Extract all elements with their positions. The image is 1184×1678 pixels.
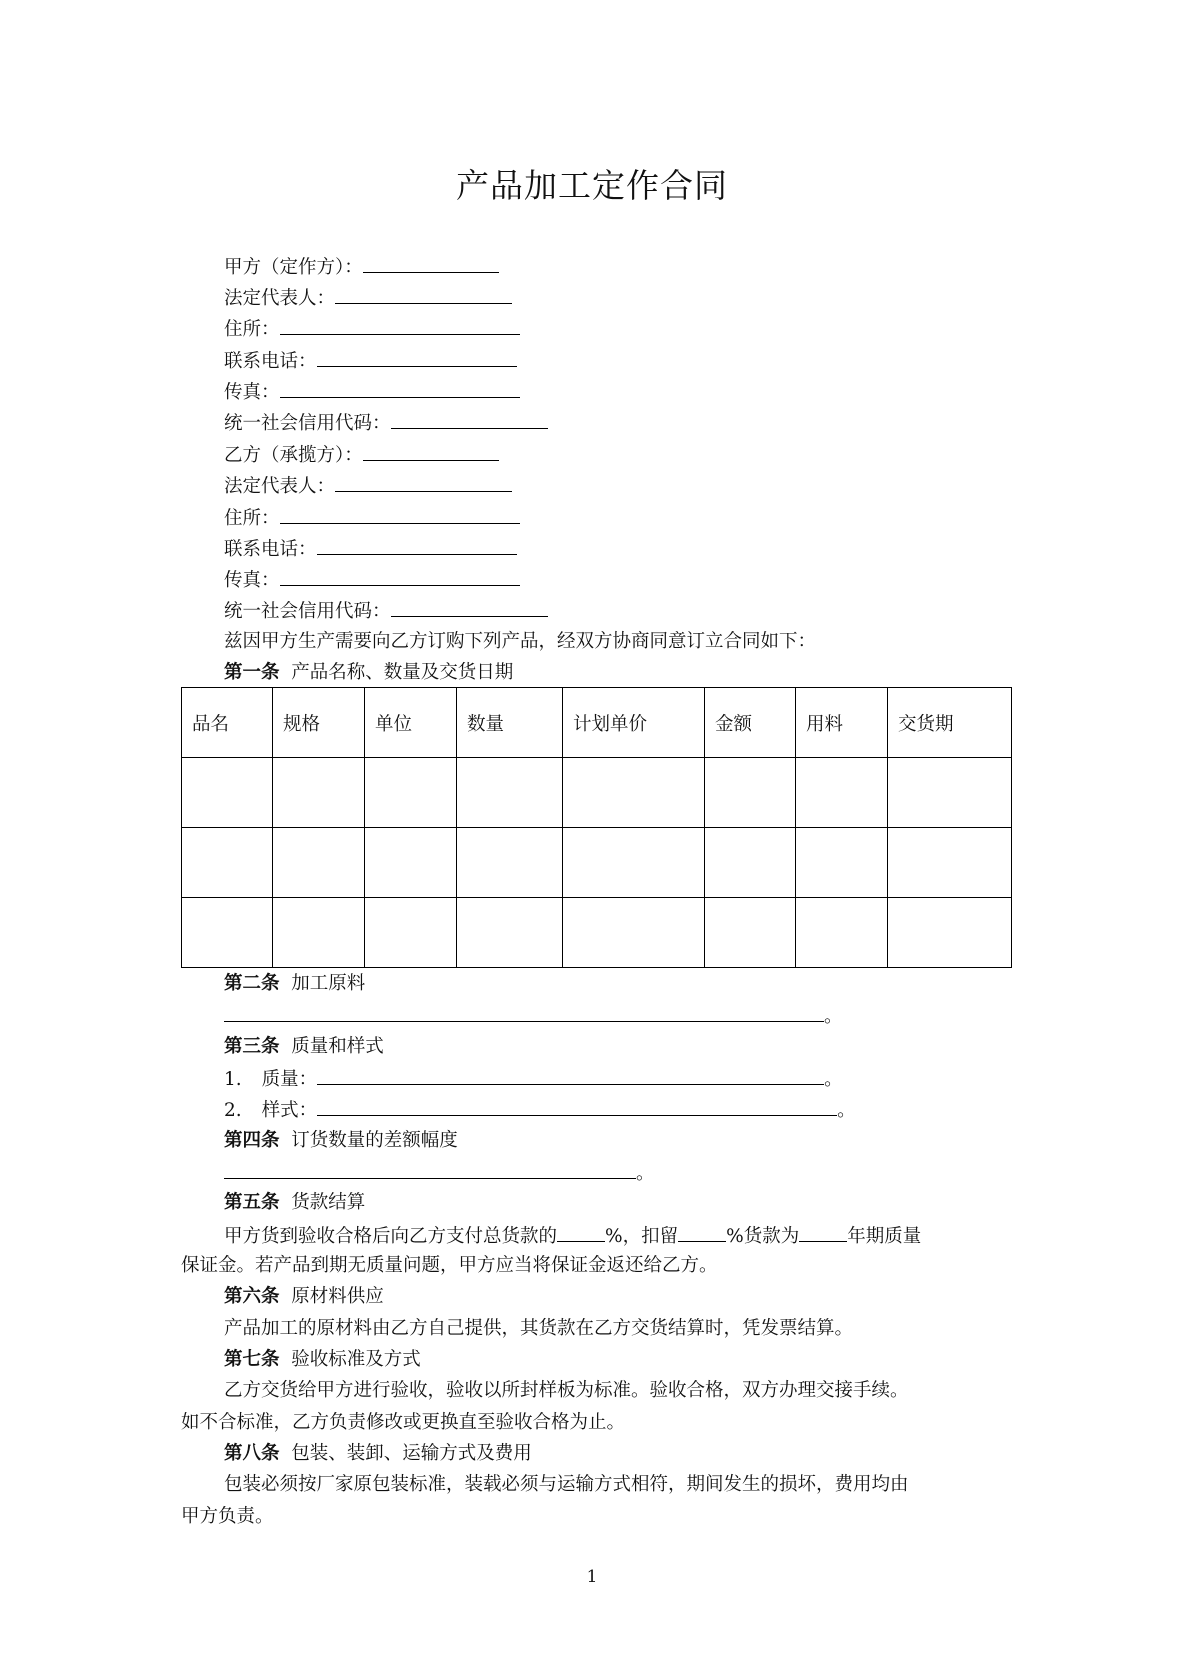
party-a-rep-field[interactable] — [335, 285, 512, 304]
table-cell[interactable] — [365, 828, 457, 898]
party-b-phone-row — [224, 536, 517, 562]
article-3-item-1 — [224, 1066, 843, 1092]
article-5-label: 第五条 — [224, 1192, 280, 1213]
party-b-rep-field[interactable] — [335, 473, 512, 492]
article-2-label: 第二条 — [224, 973, 280, 994]
party-b-name-label: 乙方（承揽方）： — [224, 445, 363, 466]
article-5-title: 货款结算 — [291, 1192, 366, 1213]
party-a-address-field[interactable] — [280, 316, 520, 335]
article-7-paragraph-line-1: 乙方交货给甲方进行验收，验收以所封样板为标准。验收合格，双方办理交接手续。 — [224, 1380, 909, 1401]
table-cell[interactable] — [182, 898, 273, 968]
table-cell[interactable] — [563, 758, 705, 828]
payment-text-b: %，扣留 — [605, 1226, 679, 1247]
table-cell[interactable] — [705, 828, 796, 898]
article-5-paragraph-line-1 — [224, 1223, 921, 1249]
article-8-heading — [224, 1442, 532, 1466]
party-a-address-label: 住所： — [224, 319, 280, 340]
party-b-address-field[interactable] — [280, 505, 520, 524]
party-b-phone-label: 联系电话： — [224, 539, 317, 560]
page-number: 1 — [586, 1567, 598, 1587]
table-cell[interactable] — [563, 898, 705, 968]
article-3-item-2 — [224, 1097, 856, 1123]
article-6-heading — [224, 1285, 384, 1309]
header-cell-unit-price: 计划单价 — [563, 688, 705, 758]
header-cell-material: 用料 — [796, 688, 888, 758]
party-a-name-label: 甲方（定作方）： — [224, 257, 363, 278]
article-7-label: 第七条 — [224, 1349, 280, 1370]
party-b-credit-row — [224, 598, 548, 624]
party-b-credit-field[interactable] — [391, 598, 548, 617]
party-a-name-field[interactable] — [363, 254, 499, 273]
table-cell[interactable] — [273, 898, 365, 968]
header-cell-quantity: 数量 — [457, 688, 563, 758]
item-1-end: 。 — [824, 1069, 843, 1090]
table-cell[interactable] — [796, 828, 888, 898]
party-b-fax-field[interactable] — [280, 567, 520, 586]
item-1-number: 1. — [224, 1069, 242, 1090]
party-a-fax-label: 传真： — [224, 382, 280, 403]
article-8-label: 第八条 — [224, 1443, 280, 1464]
style-field[interactable] — [317, 1097, 837, 1116]
article-5-heading — [224, 1191, 365, 1215]
article-4-end: 。 — [636, 1163, 655, 1184]
warranty-years-field[interactable] — [799, 1223, 847, 1242]
party-b-address-label: 住所： — [224, 508, 280, 529]
article-8-paragraph-line-1: 包装必须按厂家原包装标准，装载必须与运输方式相符，期间发生的损坏，费用均由 — [224, 1474, 909, 1495]
party-b-name-row — [224, 442, 499, 468]
table-cell[interactable] — [457, 828, 563, 898]
article-7-paragraph-line-2: 如不合标准，乙方负责修改或更换直至验收合格为止。 — [181, 1412, 626, 1433]
party-b-phone-field[interactable] — [317, 536, 517, 555]
article-4-label: 第四条 — [224, 1130, 280, 1151]
party-a-address-row — [224, 316, 520, 342]
party-a-phone-row — [224, 348, 517, 374]
intro-text: 兹因甲方生产需要向乙方订购下列产品，经双方协商同意订立合同如下： — [224, 631, 817, 652]
party-a-phone-field[interactable] — [317, 348, 517, 367]
article-4-field[interactable] — [224, 1160, 636, 1179]
party-a-rep-row — [224, 285, 512, 311]
style-label: 样式： — [261, 1100, 318, 1121]
party-b-fax-row — [224, 567, 520, 593]
article-1-label: 第一条 — [224, 662, 280, 683]
article-3-title: 质量和样式 — [291, 1036, 384, 1057]
article-7-title: 验收标准及方式 — [291, 1349, 421, 1370]
table-cell[interactable] — [796, 758, 888, 828]
quality-label: 质量： — [261, 1069, 318, 1090]
party-a-credit-label: 统一社会信用代码： — [224, 413, 391, 434]
article-8-paragraph-line-2: 甲方负责。 — [181, 1506, 274, 1527]
table-header-row — [182, 688, 1012, 758]
article-6-title: 原材料供应 — [291, 1286, 384, 1307]
article-3-label: 第三条 — [224, 1036, 280, 1057]
table-cell[interactable] — [273, 758, 365, 828]
party-a-fax-row — [224, 379, 520, 405]
table-row — [182, 828, 1012, 898]
table-cell[interactable] — [182, 758, 273, 828]
article-4-heading — [224, 1129, 458, 1153]
party-b-rep-row — [224, 473, 512, 499]
header-cell-amount: 金额 — [705, 688, 796, 758]
table-row — [182, 758, 1012, 828]
party-a-credit-field[interactable] — [391, 410, 548, 429]
quality-field[interactable] — [317, 1066, 824, 1085]
payment-percent-field[interactable] — [557, 1223, 605, 1242]
table-cell[interactable] — [273, 828, 365, 898]
party-b-credit-label: 统一社会信用代码： — [224, 601, 391, 622]
header-cell-spec: 规格 — [273, 688, 365, 758]
article-8-title: 包装、装卸、运输方式及费用 — [291, 1443, 532, 1464]
table-cell[interactable] — [365, 758, 457, 828]
table-cell[interactable] — [888, 758, 1012, 828]
party-b-fax-label: 传真： — [224, 570, 280, 591]
article-2-title: 加工原料 — [291, 973, 366, 994]
item-2-number: 2. — [224, 1100, 242, 1121]
party-a-phone-label: 联系电话： — [224, 351, 317, 372]
article-1-heading — [224, 661, 513, 685]
product-table — [181, 687, 1012, 968]
party-a-fax-field[interactable] — [280, 379, 520, 398]
article-5-paragraph-line-2: 保证金。若产品到期无质量问题，甲方应当将保证金返还给乙方。 — [181, 1255, 718, 1276]
party-b-address-row — [224, 505, 520, 531]
article-6-label: 第六条 — [224, 1286, 280, 1307]
header-cell-delivery: 交货期 — [888, 688, 1012, 758]
table-cell[interactable] — [705, 898, 796, 968]
table-cell[interactable] — [888, 898, 1012, 968]
table-row — [182, 898, 1012, 968]
article-7-heading — [224, 1348, 421, 1372]
payment-text-d: 年期质量 — [847, 1226, 922, 1247]
table-cell[interactable] — [796, 898, 888, 968]
table-cell[interactable] — [457, 758, 563, 828]
table-cell[interactable] — [365, 898, 457, 968]
article-4-fill-row — [224, 1160, 655, 1186]
table-cell[interactable] — [888, 828, 1012, 898]
table-cell[interactable] — [705, 758, 796, 828]
article-4-title: 订货数量的差额幅度 — [291, 1130, 458, 1151]
party-a-rep-label: 法定代表人： — [224, 288, 336, 309]
article-1-title: 产品名称、数量及交货日期 — [291, 662, 514, 683]
header-cell-unit: 单位 — [365, 688, 457, 758]
party-a-name-row — [224, 254, 499, 280]
retention-percent-field[interactable] — [678, 1223, 726, 1242]
item-2-end: 。 — [837, 1100, 856, 1121]
payment-text-c: %货款为 — [726, 1226, 800, 1247]
payment-text-a: 甲方货到验收合格后向乙方支付总货款的 — [224, 1226, 558, 1247]
article-3-heading — [224, 1035, 384, 1059]
article-2-end: 。 — [824, 1006, 843, 1027]
article-2-field[interactable] — [224, 1003, 824, 1022]
table-cell[interactable] — [457, 898, 563, 968]
party-b-name-field[interactable] — [363, 442, 499, 461]
table-cell[interactable] — [182, 828, 273, 898]
party-a-credit-row — [224, 410, 548, 436]
party-b-rep-label: 法定代表人： — [224, 476, 336, 497]
header-cell-name: 品名 — [182, 688, 273, 758]
article-6-paragraph: 产品加工的原材料由乙方自己提供，其货款在乙方交货结算时，凭发票结算。 — [224, 1318, 854, 1339]
table-cell[interactable] — [563, 828, 705, 898]
article-2-fill-row — [224, 1003, 843, 1029]
document-title: 产品加工定作合同 — [456, 166, 728, 205]
article-2-heading — [224, 972, 365, 996]
